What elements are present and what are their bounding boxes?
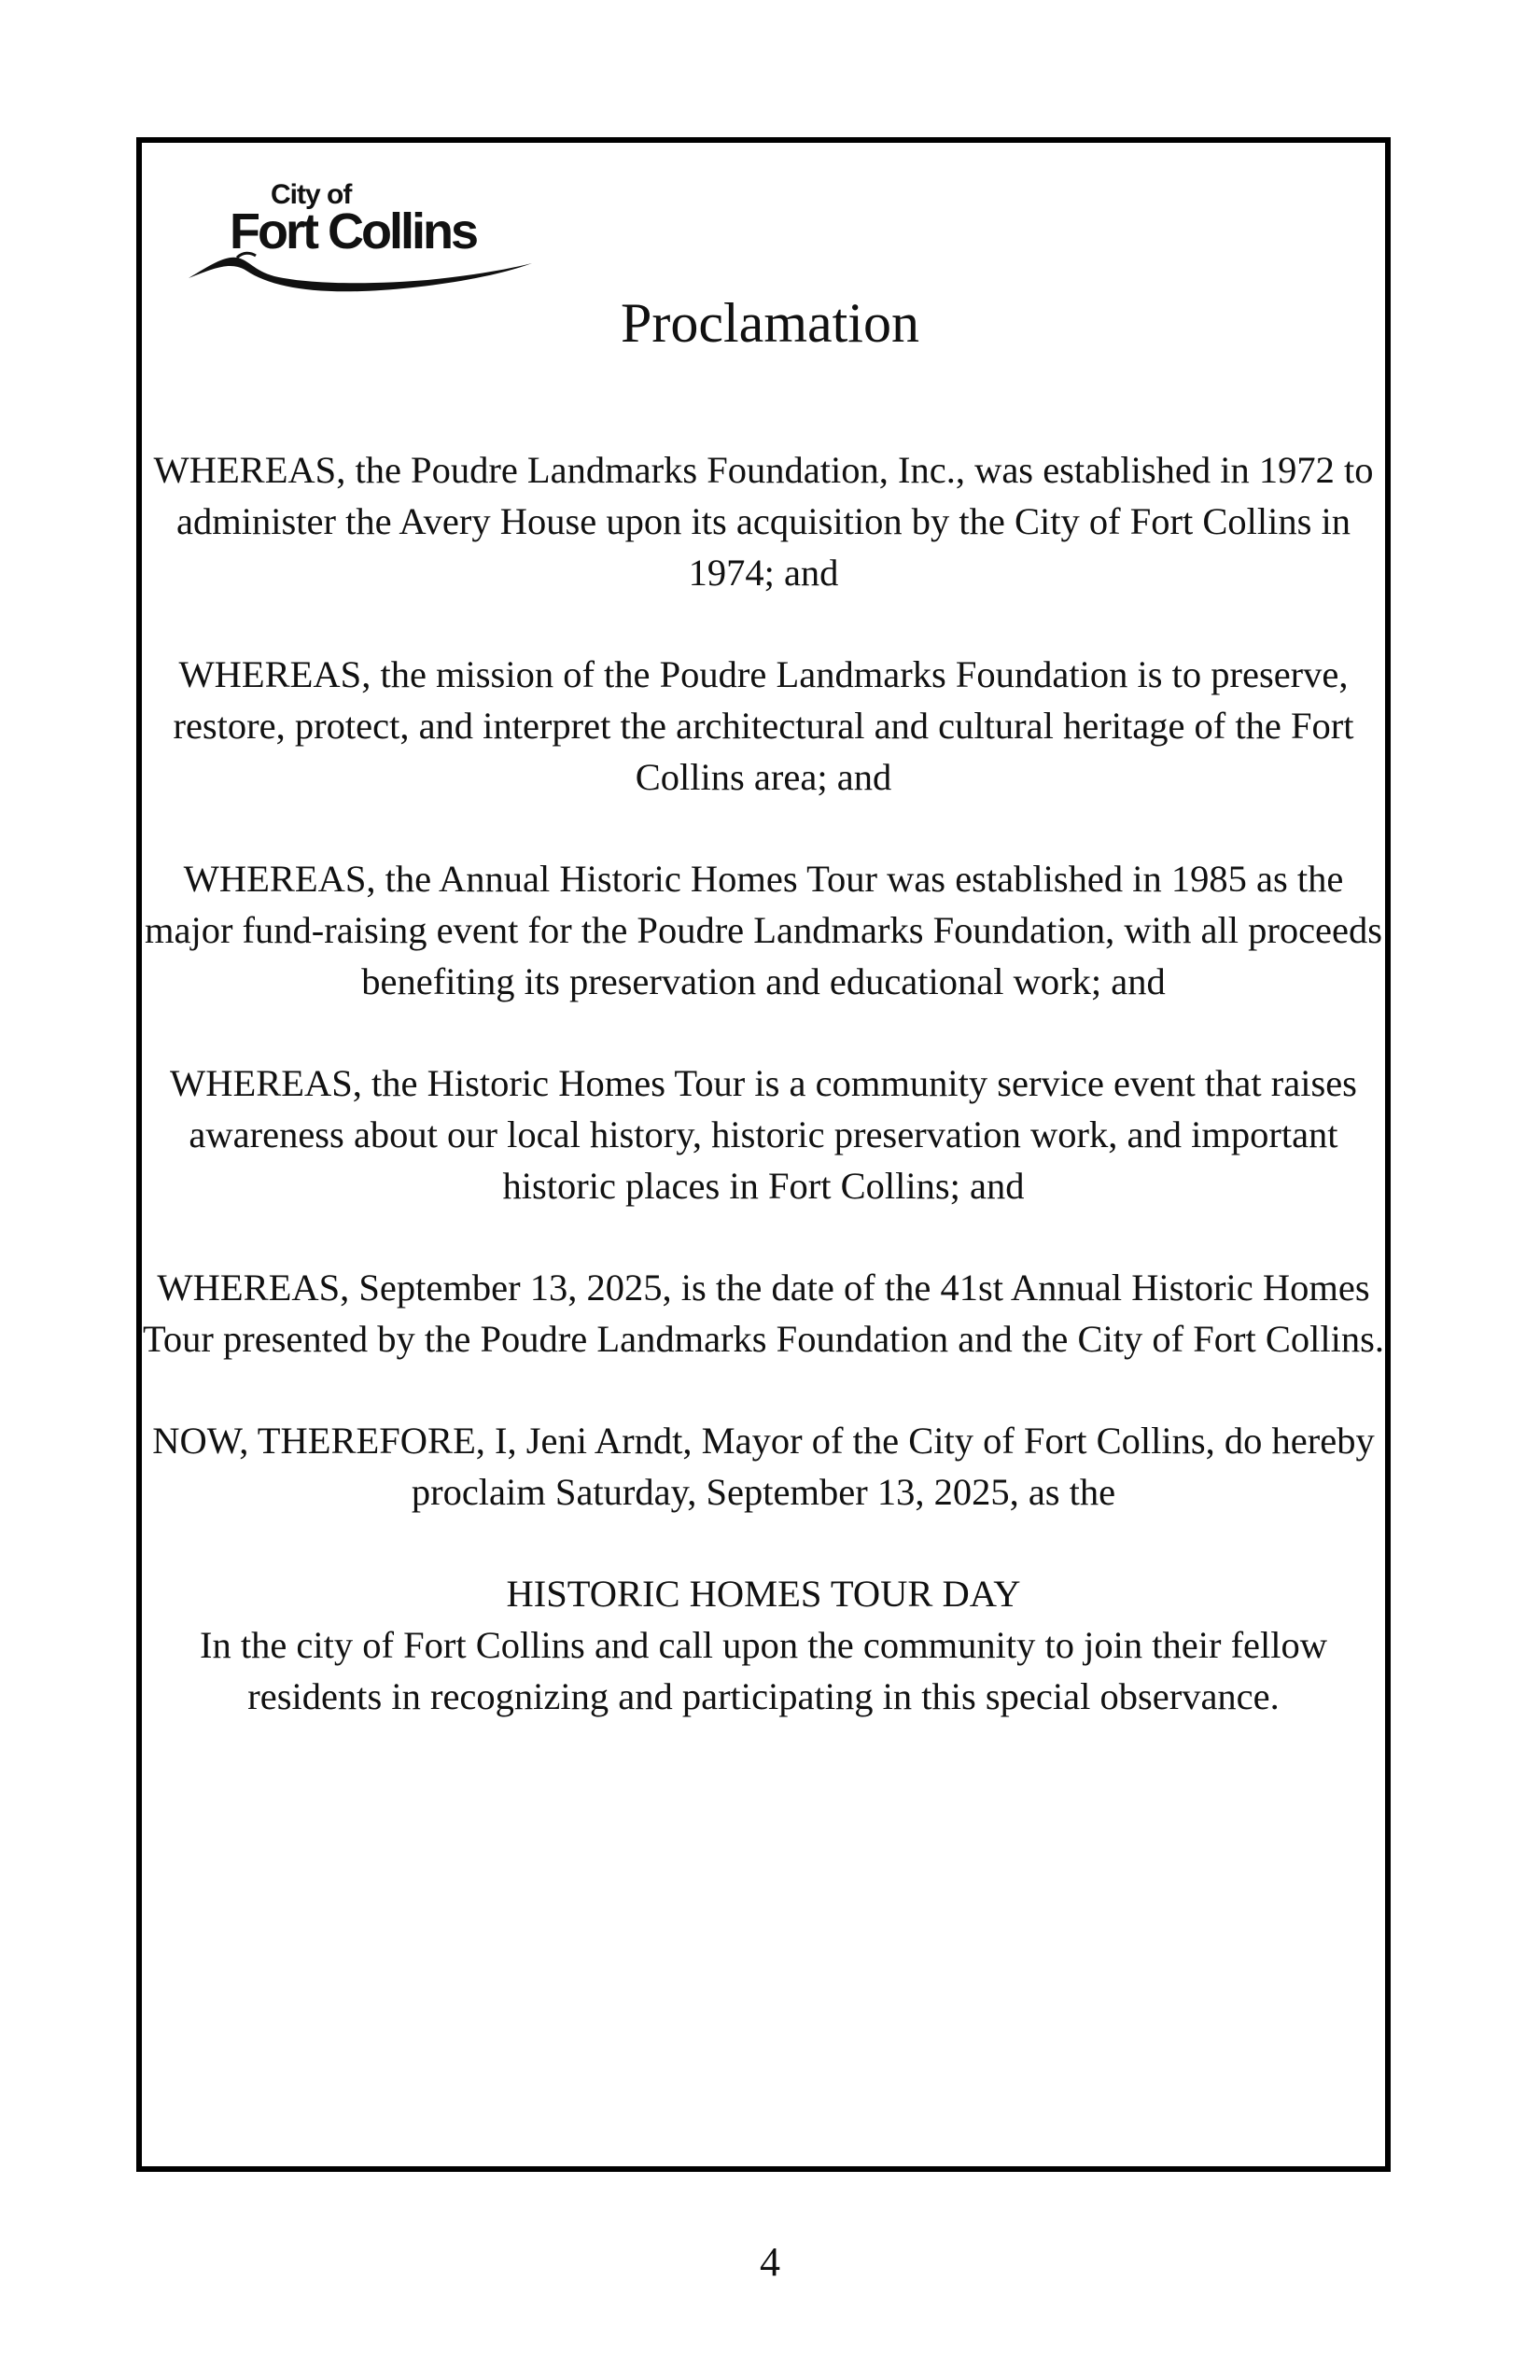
proclamation-text: In the city of Fort Collins and call upon the community to join their fellow residents in recognizing and participating in this special observance. (199, 1624, 1328, 1717)
proclamation-declaration (142, 1568, 1385, 1722)
logo-fort-collins-text: Fort Collins (230, 203, 476, 259)
whereas-paragraph-5: WHEREAS, September 13, 2025, is the date of the 41st Annual Historic Homes Tour presented by the Poudre Landmarks Foundation and the City of Fort Collins. (142, 1267, 1385, 1360)
whereas-paragraph-3: WHEREAS, the Annual Historic Homes Tour was established in 1985 as the major fund-raising event for the Poudre Landmarks Foundation, with all proceeds benefiting its preservation and educational work; and (144, 858, 1383, 1002)
city-of-fort-collins-logo (185, 174, 558, 304)
proclamation-body (142, 444, 1385, 1722)
proclamation-heading: HISTORIC HOMES TOUR DAY (506, 1573, 1021, 1615)
page-number: 4 (760, 2239, 780, 2285)
whereas-paragraph-1: WHEREAS, the Poudre Landmarks Foundation, Inc., was established in 1972 to administer the Avery House upon its acquisition by the City of Fort Collins in 1974; and (153, 449, 1374, 594)
page-title: Proclamation (621, 292, 919, 354)
whereas-paragraph-2: WHEREAS, the mission of the Poudre Landmarks Foundation is to preserve, restore, protect, and interpret the architectural and cultural heritage of the Fort Collins area; and (173, 653, 1354, 798)
therefore-paragraph: NOW, THEREFORE, I, Jeni Arndt, Mayor of the City of Fort Collins, do hereby proclaim Saturday, September 13, 2025, as the (152, 1420, 1375, 1513)
whereas-paragraph-4: WHEREAS, the Historic Homes Tour is a community service event that raises awareness about our local history, historic preservation work, and important historic places in Fort Collins; and (170, 1062, 1357, 1207)
logo-city-of-text: City of (271, 179, 352, 210)
